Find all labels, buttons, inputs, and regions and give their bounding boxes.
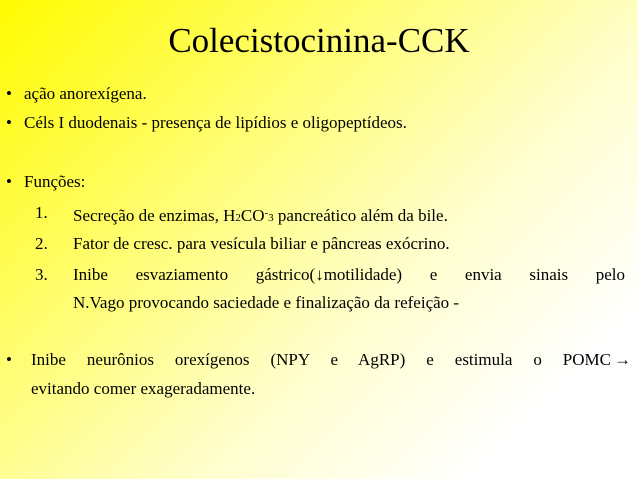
subscript: 2	[235, 212, 241, 224]
item-text-line: Inibe esvaziamento gástrico(↓motilidade) e envia sinais pelo	[73, 265, 625, 284]
bullet-item	[6, 350, 24, 370]
bullet-text: Céls I duodenais - presença de lipídios e oligopeptídeos.	[24, 113, 407, 132]
superscript: -	[264, 207, 269, 219]
bullet-text-line: evitando comer exageradamente.	[31, 379, 256, 398]
item-text: Fator de cresc. para vesícula biliar e pâncreas exócrino.	[73, 234, 450, 253]
bullet-dot: •	[6, 84, 12, 103]
bullet-item	[6, 113, 407, 133]
bullet-item	[6, 84, 147, 104]
item-text-part: Secreção de enzimas, H	[73, 206, 236, 225]
bullet-dot: •	[6, 113, 12, 132]
item-number: 3.	[35, 265, 48, 284]
bullet-dot: •	[6, 350, 12, 369]
bullet-text: Funções:	[24, 172, 86, 191]
item-number: 2.	[35, 234, 48, 253]
bullet-text: ação anorexígena.	[24, 84, 147, 103]
item-text-line: N.Vago provocando saciedade e finalização da refeição -	[73, 293, 460, 312]
item-number: 1.	[35, 203, 48, 222]
subscript: 3	[268, 212, 274, 224]
bullet-item	[6, 172, 85, 192]
bullet-text-line: Inibe neurônios orexígenos (NPY e AgRP) e estimula o POMC	[31, 350, 611, 369]
item-text-part: CO	[240, 206, 265, 225]
slide-title: Colecistocinina-CCK	[168, 21, 470, 60]
item-text-part: pancreático além da bile.	[273, 206, 448, 225]
arrow-right-icon: →	[614, 350, 631, 369]
item-text	[73, 203, 448, 228]
bullet-dot: •	[6, 172, 12, 191]
